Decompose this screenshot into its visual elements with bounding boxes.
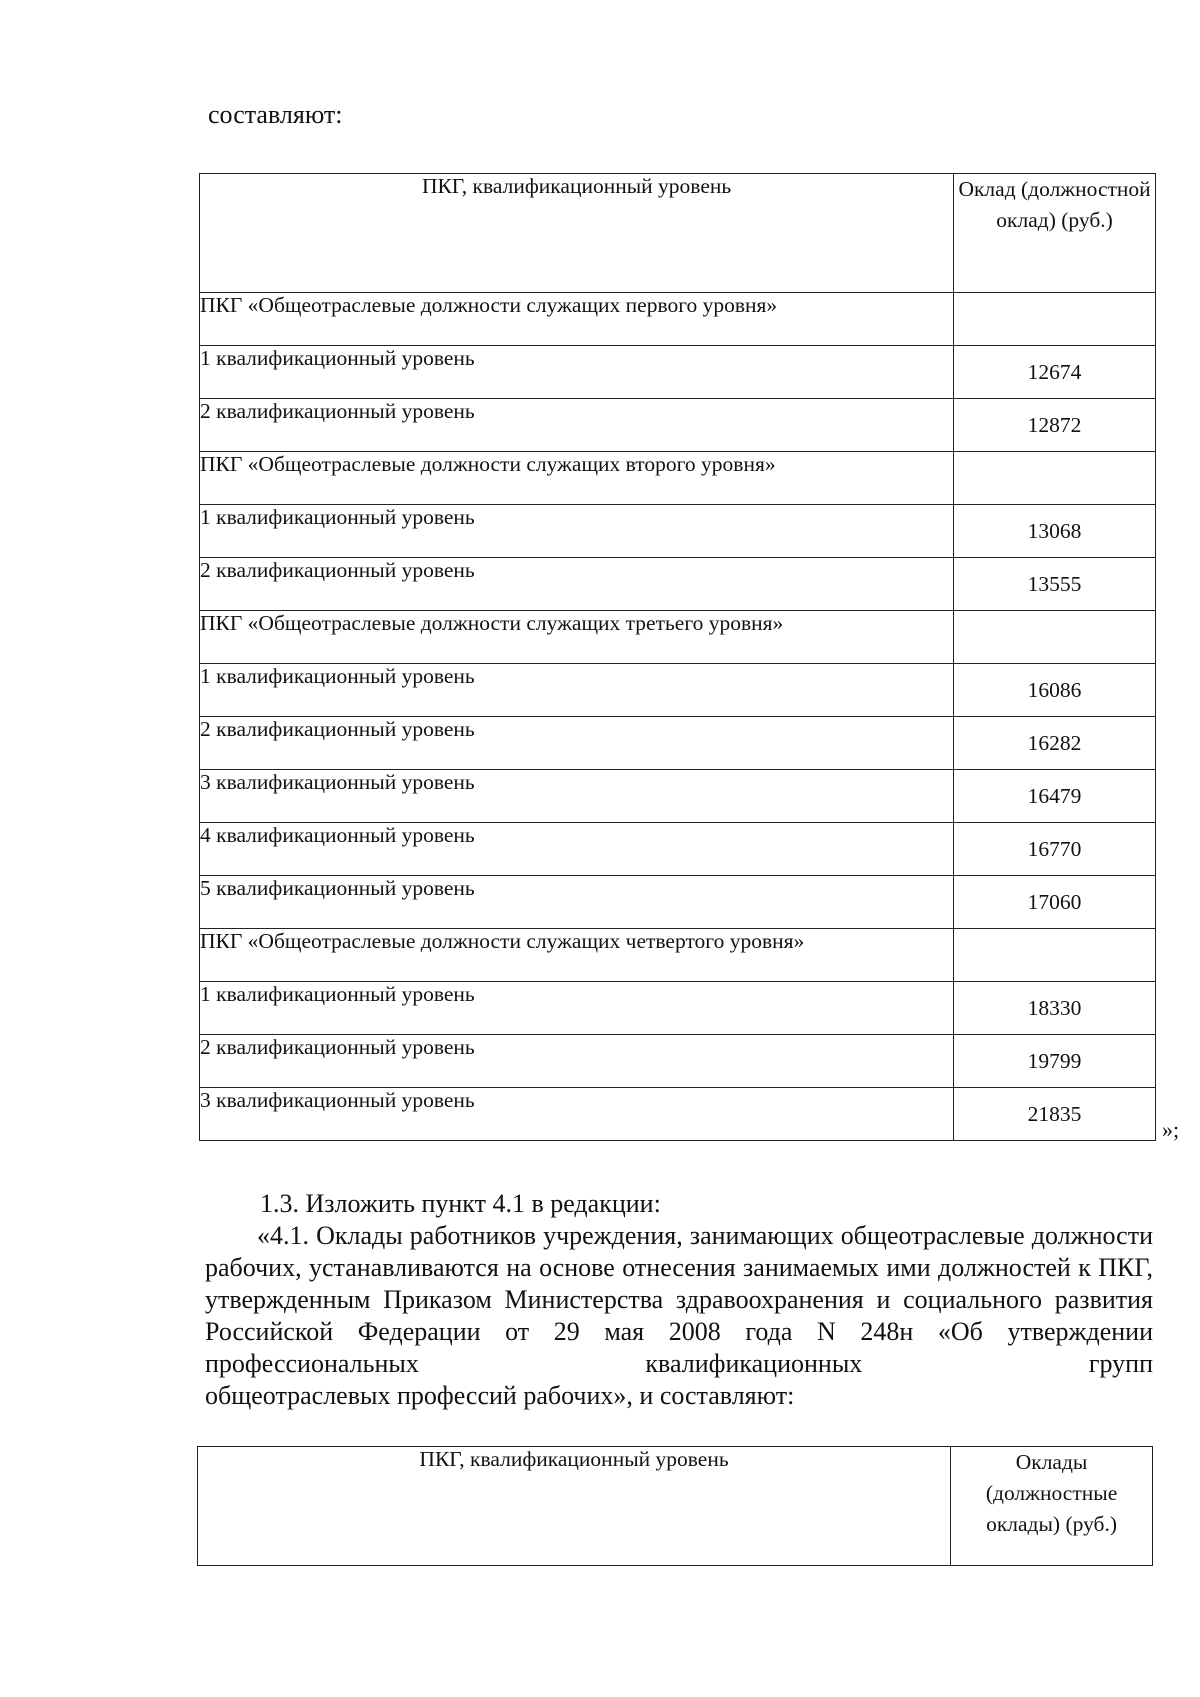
row-label: 3 квалификационный уровень bbox=[200, 770, 954, 823]
paragraph-4-1-text: «4.1. Оклады работников учреждения, занимающих общеотраслевые должности рабочих, устанавливаются на основе отнесения занимаемых ими должностей к ПКГ, утвержденным Приказом Министерства здравоохранения и социального развития Российской Федерации от 29 мая 2008 года N 248н «Об утверждении профессиональных квалификационных групп bbox=[205, 1221, 1153, 1378]
row-salary-value: 12674 bbox=[954, 346, 1156, 399]
row-label: 3 квалификационный уровень bbox=[200, 1088, 954, 1141]
row-salary-value: 16086 bbox=[954, 664, 1156, 717]
table-row bbox=[200, 823, 1156, 876]
table-row bbox=[200, 717, 1156, 770]
salary-table-employees bbox=[199, 173, 1156, 1141]
row-label: 1 квалификационный уровень bbox=[200, 505, 954, 558]
table-row bbox=[200, 876, 1156, 929]
table-row bbox=[200, 611, 1156, 664]
row-salary-value: 17060 bbox=[954, 876, 1156, 929]
row-salary-value: 21835 bbox=[954, 1088, 1156, 1141]
table-row bbox=[200, 664, 1156, 717]
row-salary-value: 13068 bbox=[954, 505, 1156, 558]
row-label: 5 квалификационный уровень bbox=[200, 876, 954, 929]
table-header-row bbox=[198, 1447, 1153, 1566]
header-qualification-level: ПКГ, квалификационный уровень bbox=[200, 174, 954, 293]
row-salary-value: 13555 bbox=[954, 558, 1156, 611]
table-row bbox=[200, 929, 1156, 982]
row-salary-value bbox=[954, 293, 1156, 346]
row-label: 2 квалификационный уровень bbox=[200, 558, 954, 611]
paragraph-block bbox=[205, 1188, 1153, 1412]
row-label: 2 квалификационный уровень bbox=[200, 717, 954, 770]
paragraph-4-1-ending: общеотраслевых профессий рабочих», и составляют: bbox=[205, 1381, 795, 1410]
salary-table-workers bbox=[197, 1446, 1153, 1566]
row-label: 1 квалификационный уровень bbox=[200, 982, 954, 1035]
header-salary: Оклад (должностной оклад) (руб.) bbox=[954, 174, 1156, 293]
row-label: 2 квалификационный уровень bbox=[200, 1035, 954, 1088]
closing-quote-mark: »; bbox=[1162, 1117, 1180, 1142]
row-salary-value bbox=[954, 452, 1156, 505]
row-salary-value: 18330 bbox=[954, 982, 1156, 1035]
table-row bbox=[200, 982, 1156, 1035]
row-label: ПКГ «Общеотраслевые должности служащих первого уровня» bbox=[200, 293, 954, 346]
header-salaries: Оклады (должностные оклады) (руб.) bbox=[951, 1447, 1153, 1566]
row-salary-value bbox=[954, 611, 1156, 664]
table-row bbox=[200, 452, 1156, 505]
table-row bbox=[200, 293, 1156, 346]
row-label: ПКГ «Общеотраслевые должности служащих третьего уровня» bbox=[200, 611, 954, 664]
row-label: 4 квалификационный уровень bbox=[200, 823, 954, 876]
row-label: ПКГ «Общеотраслевые должности служащих второго уровня» bbox=[200, 452, 954, 505]
row-salary-value bbox=[954, 929, 1156, 982]
table-row bbox=[200, 1088, 1156, 1141]
table-row bbox=[200, 346, 1156, 399]
row-label: 1 квалификационный уровень bbox=[200, 346, 954, 399]
row-salary-value: 16770 bbox=[954, 823, 1156, 876]
table-header-row bbox=[200, 174, 1156, 293]
row-label: 1 квалификационный уровень bbox=[200, 664, 954, 717]
row-salary-value: 16282 bbox=[954, 717, 1156, 770]
paragraph-item-1-3: 1.3. Изложить пункт 4.1 в редакции: bbox=[260, 1189, 661, 1218]
table-row bbox=[200, 770, 1156, 823]
intro-text: составляют: bbox=[208, 100, 343, 129]
table-row bbox=[200, 1035, 1156, 1088]
row-label: ПКГ «Общеотраслевые должности служащих четвертого уровня» bbox=[200, 929, 954, 982]
row-salary-value: 16479 bbox=[954, 770, 1156, 823]
table-row bbox=[200, 505, 1156, 558]
table-row bbox=[200, 399, 1156, 452]
header-qualification-level: ПКГ, квалификационный уровень bbox=[198, 1447, 951, 1566]
row-salary-value: 12872 bbox=[954, 399, 1156, 452]
row-label: 2 квалификационный уровень bbox=[200, 399, 954, 452]
table-row bbox=[200, 558, 1156, 611]
row-salary-value: 19799 bbox=[954, 1035, 1156, 1088]
